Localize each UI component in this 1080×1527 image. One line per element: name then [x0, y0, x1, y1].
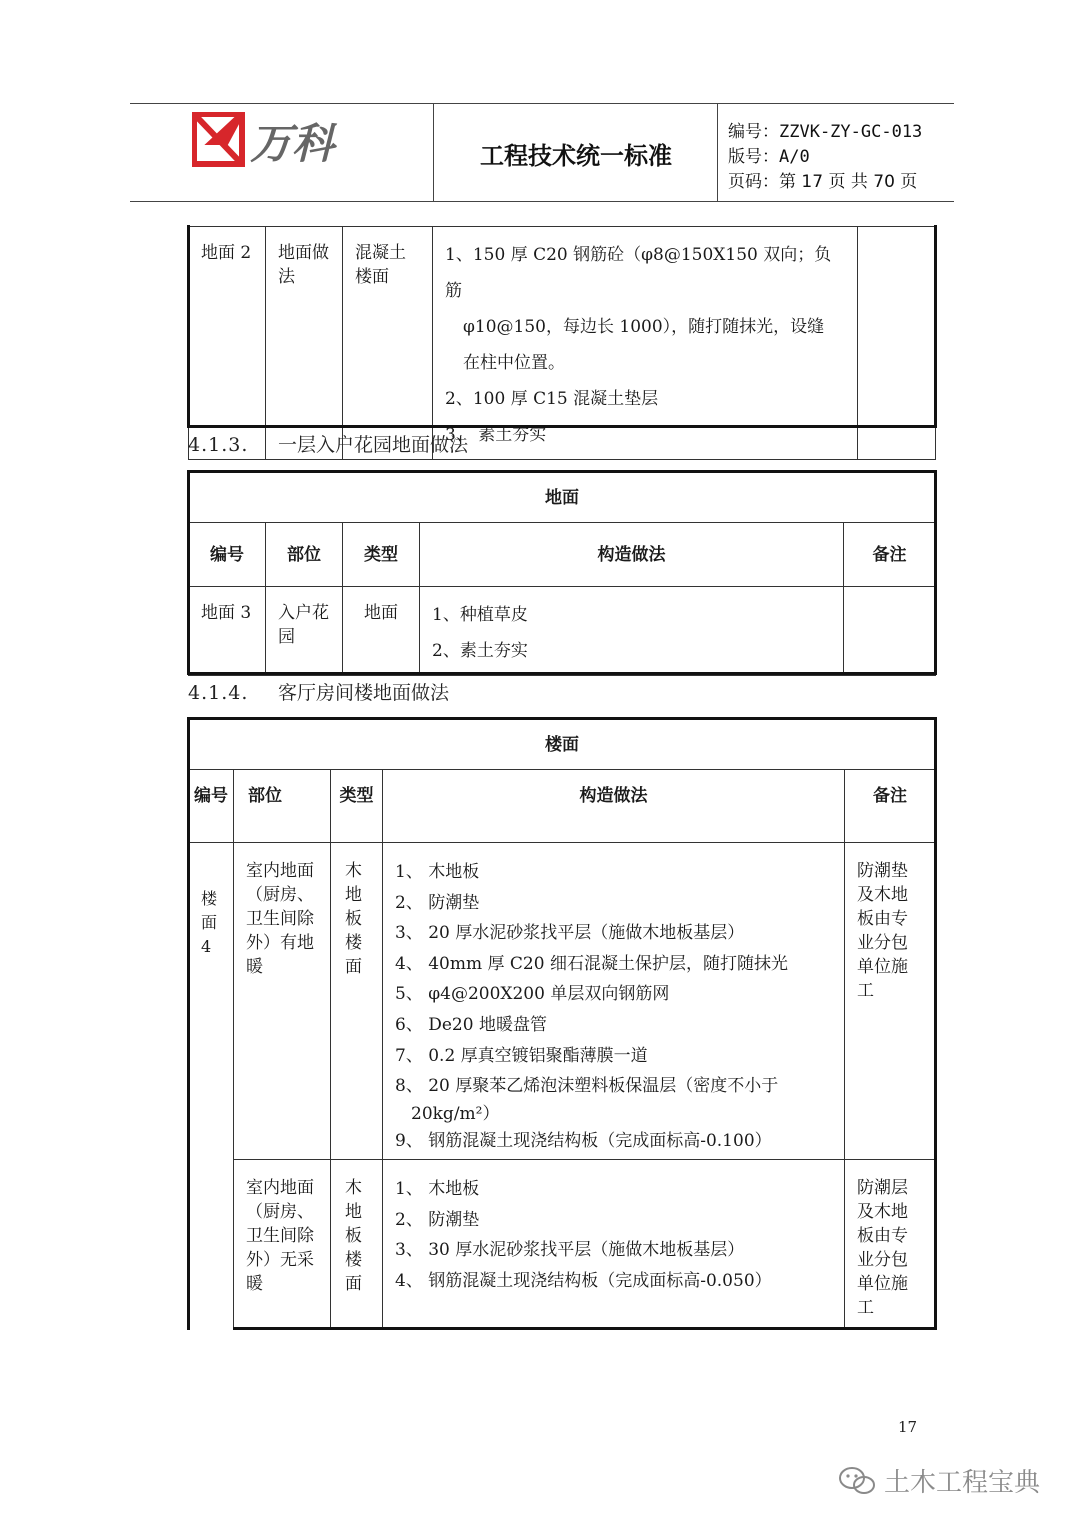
cell-location: 室内地面（厨房、卫生间除外）有地暖	[234, 843, 331, 1160]
step: 3、 20 厚水泥砂浆找平层（施做木地板基层）	[395, 923, 745, 944]
step: φ10@150，每边长 1000），随打随抹光，设缝	[463, 317, 825, 337]
col-header-note: 备注	[844, 523, 936, 587]
wechat-icon	[838, 1465, 876, 1497]
step: 6、 De20 地暖盘管	[395, 1014, 547, 1035]
step: 2、 防潮垫	[395, 1209, 480, 1230]
floor-table	[188, 719, 936, 1329]
section-heading	[188, 430, 468, 457]
col-header-location: 部位	[266, 523, 343, 587]
version	[728, 142, 810, 167]
version-label: 版号：	[728, 147, 779, 167]
table-caption: 地面	[189, 473, 936, 523]
step: 1、150 厚 C20 钢筋砼（φ8@150X150 双向；负筋	[445, 245, 832, 301]
step: 在柱中位置。	[463, 353, 565, 373]
step: 20kg/m²）	[411, 1103, 500, 1124]
cell-code: 地面 3	[189, 587, 266, 676]
col-header-note: 备注	[845, 770, 936, 843]
step: 3、 素土夯实	[445, 425, 547, 445]
col-header-method: 构造做法	[420, 523, 844, 587]
cell-location: 室内地面（厨房、卫生间除外）无采暖	[234, 1160, 331, 1329]
cell-location: 入户花园	[266, 587, 343, 676]
step: 2、100 厚 C15 混凝土垫层	[445, 389, 659, 409]
col-header-method: 构造做法	[383, 770, 845, 843]
table-row	[189, 843, 936, 1160]
cell-type: 木地板楼面	[331, 1160, 383, 1329]
step: 8、 20 厚聚苯乙烯泡沫塑料板保温层（密度不小于	[395, 1076, 779, 1097]
page-info	[728, 167, 917, 192]
step: 4、 40mm 厚 C20 细石混凝土保护层，随打随抹光	[395, 953, 788, 974]
table-row	[189, 587, 936, 676]
step: 9、 钢筋混凝土现浇结构板（完成面标高-0.100）	[395, 1130, 772, 1151]
cell-method	[433, 227, 858, 460]
logo-text: 万科	[250, 119, 335, 168]
step: 4、 钢筋混凝土现浇结构板（完成面标高-0.050）	[395, 1270, 772, 1291]
section-heading	[188, 678, 449, 705]
watermark	[838, 1462, 1040, 1499]
cell-code: 楼面 4	[189, 843, 234, 1329]
doc-number-value: ZZVK-ZY-GC-013	[779, 122, 923, 142]
col-header-code: 编号	[189, 523, 266, 587]
table-row	[189, 227, 936, 460]
col-header-type: 类型	[343, 523, 420, 587]
cell-code: 地面 2	[189, 227, 266, 460]
col-header-location: 部位	[234, 770, 331, 843]
version-value: A/0	[779, 147, 810, 167]
step: 2、素土夯实	[432, 641, 528, 661]
ground-table	[188, 472, 936, 676]
cell-note: 防潮垫及木地板由专业分包单位施工	[845, 843, 936, 1160]
doc-number	[728, 117, 922, 142]
cell-method	[383, 843, 845, 1160]
page-label: 页码：	[728, 172, 779, 192]
table-bottom-rule	[233, 1327, 937, 1330]
cell-location: 地面做法	[266, 227, 343, 460]
header-top-rule	[130, 103, 954, 104]
section-number: 4.1.4.	[188, 682, 249, 704]
table-caption: 楼面	[189, 720, 936, 770]
step: 7、 0.2 厚真空镀铝聚酯薄膜一道	[395, 1045, 648, 1066]
step: 2、 防潮垫	[395, 892, 480, 913]
floor-table-continued	[188, 226, 936, 460]
doc-number-label: 编号：	[728, 122, 779, 142]
step: 5、 φ4@200X200 单层双向钢筋网	[395, 984, 670, 1005]
cell-type: 地面	[343, 587, 420, 676]
document-title: 工程技术统一标准	[480, 142, 672, 170]
cell-note: 防潮层及木地板由专业分包单位施工	[845, 1160, 936, 1329]
col-header-code: 编号	[189, 770, 234, 843]
cell-method	[383, 1160, 845, 1329]
col-header-type: 类型	[331, 770, 383, 843]
cell-type: 混凝土楼面	[343, 227, 433, 460]
section-title: 客厅房间楼地面做法	[278, 682, 450, 704]
watermark-text: 土木工程宝典	[884, 1468, 1041, 1498]
cell-note	[858, 227, 936, 460]
step: 3、 30 厚水泥砂浆找平层（施做木地板基层）	[395, 1240, 745, 1261]
table-row	[189, 1160, 936, 1329]
page-value: 第 17 页 共 70 页	[779, 172, 918, 192]
step: 1、 木地板	[395, 862, 480, 882]
step: 1、种植草皮	[432, 605, 528, 625]
section-number: 4.1.3.	[188, 434, 249, 456]
vanke-logo-icon	[192, 112, 372, 168]
header-bottom-rule	[130, 201, 954, 202]
step: 1、 木地板	[395, 1179, 480, 1199]
section-title: 一层入户花园地面做法	[278, 434, 469, 456]
cell-type: 木地板楼面	[331, 843, 383, 1160]
cell-method	[420, 587, 844, 676]
page-number: 17	[898, 1418, 918, 1436]
cell-note	[844, 587, 936, 676]
